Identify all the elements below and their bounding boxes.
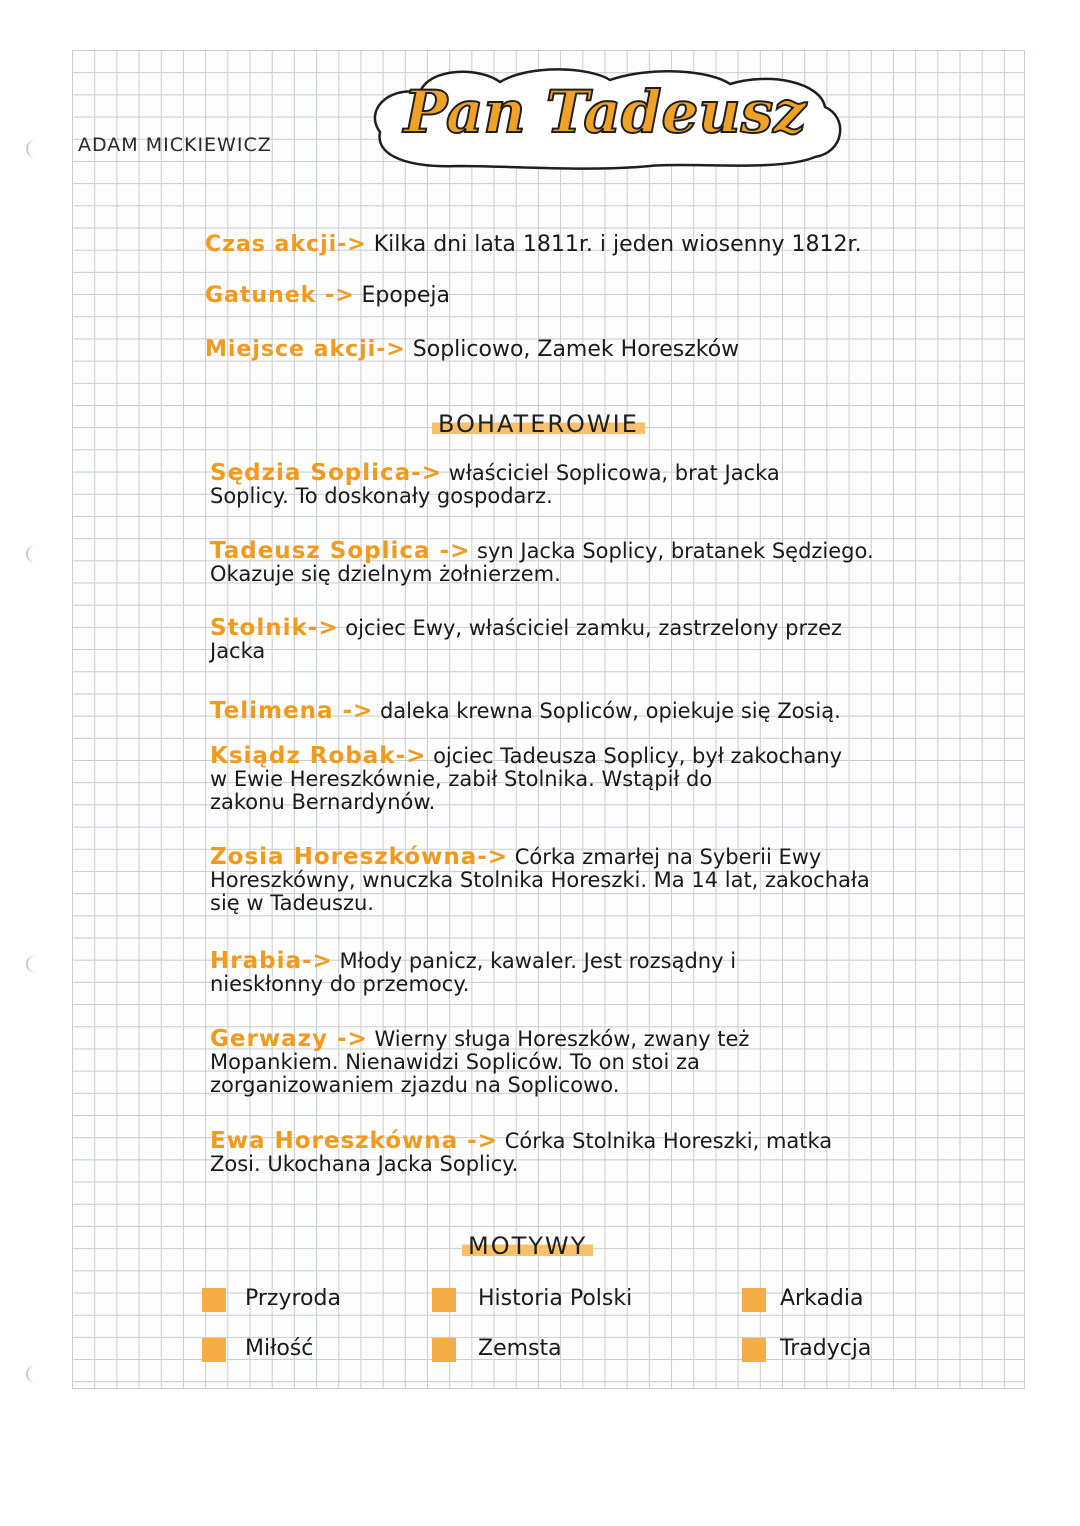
character-name: Tadeusz Soplica -> [210, 538, 471, 564]
character-desc: Jacka [210, 639, 266, 663]
character-sedzia [210, 462, 1010, 508]
character-desc: Okazuje się dzielnym żołnierzem. [210, 562, 561, 586]
character-name: Telimena -> [210, 698, 374, 724]
character-stolnik [210, 617, 1010, 663]
character-zosia [210, 846, 1010, 915]
author-name: ADAM MICKIEWICZ [78, 134, 272, 156]
character-desc: zakonu Bernardynów. [210, 790, 436, 814]
character-desc: Mopankiem. Nienawidzi Sopliców. To on stoi za [210, 1050, 700, 1074]
motif-bullet [202, 1338, 226, 1362]
fact-miejsce-akcji [205, 337, 739, 362]
page-title: Pan Tadeusz [403, 78, 807, 146]
fact-value: Epopeja [354, 283, 450, 308]
character-desc: Soplicy. To doskonały gospodarz. [210, 484, 553, 508]
motif-item: Zemsta [478, 1336, 562, 1361]
character-ewa [210, 1130, 1010, 1176]
title-banner [360, 62, 850, 174]
fact-key: Miejsce akcji-> [205, 337, 406, 362]
character-hrabia [210, 950, 1010, 996]
motif-bullet [742, 1288, 766, 1312]
motif-bullet [432, 1288, 456, 1312]
punch-hole-mark [26, 955, 46, 973]
motif-item: Miłość [245, 1336, 314, 1361]
character-name: Ksiądz Robak-> [210, 743, 427, 769]
character-desc: Horeszkówny, wnuczka Stolnika Horeszki. Ma 14 lat, zakochała [210, 868, 870, 892]
character-desc: się w Tadeuszu. [210, 891, 374, 915]
character-desc: Córka Stolnika Horeszki, matka [498, 1129, 833, 1153]
character-desc: właściciel Soplicowa, brat Jacka [442, 461, 780, 485]
fact-gatunek [205, 283, 450, 308]
character-desc: w Ewie Hereszkównie, zabił Stolnika. Wstąpił do [210, 767, 713, 791]
character-desc: daleka krewna Sopliców, opiekuje się Zosią. [373, 699, 841, 723]
character-name: Zosia Horeszkówna-> [210, 844, 509, 870]
character-desc: syn Jacka Soplicy, bratanek Sędziego. [470, 539, 874, 563]
character-name: Gerwazy -> [210, 1026, 368, 1052]
character-name: Stolnik-> [210, 615, 339, 641]
character-desc: zorganizowaniem zjazdu na Soplicowo. [210, 1073, 620, 1097]
character-robak [210, 745, 1010, 814]
character-desc: ojciec Ewy, właściciel zamku, zastrzelony przez [338, 616, 843, 640]
character-name: Sędzia Soplica-> [210, 460, 442, 486]
fact-key: Gatunek -> [205, 283, 355, 308]
character-telimena [210, 700, 1010, 723]
character-name: Ewa Horeszkówna -> [210, 1128, 499, 1154]
fact-key: Czas akcji-> [205, 232, 367, 257]
motif-bullet [432, 1338, 456, 1362]
motif-bullet [742, 1338, 766, 1362]
bohaterowie-heading: BOHATEROWIE [432, 410, 645, 438]
punch-hole-mark [26, 140, 46, 158]
motif-item: Tradycja [780, 1336, 872, 1361]
character-desc: Wierny sługa Horeszków, zwany też [367, 1027, 750, 1051]
fact-value: Soplicowo, Zamek Horeszków [405, 337, 740, 362]
fact-czas-akcji [205, 232, 862, 257]
character-gerwazy [210, 1028, 1010, 1097]
character-desc: Zosi. Ukochana Jacka Soplicy. [210, 1152, 519, 1176]
motif-item: Arkadia [780, 1286, 864, 1311]
character-desc: ojciec Tadeusza Soplicy, był zakochany [426, 744, 843, 768]
fact-value: Kilka dni lata 1811r. i jeden wiosenny 1812r. [366, 232, 862, 257]
character-tadeusz [210, 540, 1010, 586]
motywy-heading: MOTYWY [462, 1232, 593, 1260]
punch-hole-mark [26, 545, 46, 563]
motif-item: Historia Polski [478, 1286, 633, 1311]
motif-bullet [202, 1288, 226, 1312]
character-desc: Córka zmarłej na Syberii Ewy [508, 845, 822, 869]
punch-hole-mark [26, 1365, 46, 1383]
motif-item: Przyroda [245, 1286, 341, 1311]
character-desc: Młody panicz, kawaler. Jest rozsądny i [332, 949, 737, 973]
character-name: Hrabia-> [210, 948, 333, 974]
character-desc: nieskłonny do przemocy. [210, 972, 470, 996]
